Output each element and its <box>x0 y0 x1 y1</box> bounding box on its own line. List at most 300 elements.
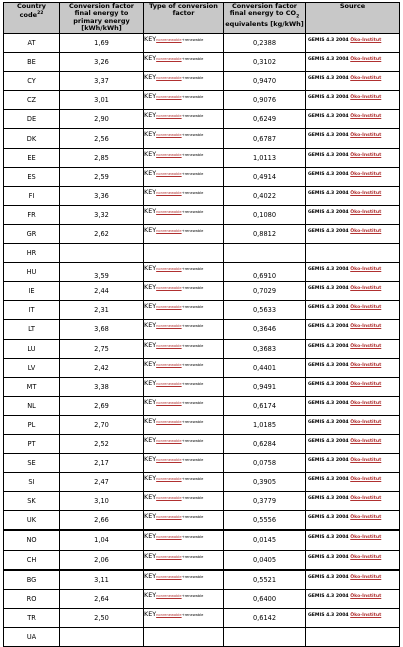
key-label: KEY <box>144 551 157 560</box>
source-label: GEMIS 4.3 2004 Öko-Institut <box>308 477 382 483</box>
conversion-type-cell <box>144 415 224 434</box>
key-label: KEY <box>144 340 157 349</box>
co2-factor-cell: 0,6142 <box>224 608 306 627</box>
source-institute-link[interactable]: Öko-Institut <box>350 171 382 177</box>
conversion-type-cell <box>144 511 224 531</box>
source-institute-link[interactable]: Öko-Institut <box>350 152 382 158</box>
key-label: KEY <box>144 149 157 158</box>
key-label: KEY <box>144 609 157 618</box>
table-row <box>4 570 400 590</box>
country-code-cell: DE <box>4 110 60 129</box>
source-label: GEMIS 4.3 2004 Öko-Institut <box>308 496 382 502</box>
primary-energy-factor-cell <box>60 244 144 263</box>
source-cell <box>306 511 400 531</box>
conversion-type-cell <box>144 301 224 320</box>
conversion-type-cell <box>144 550 224 570</box>
source-institute-link[interactable]: Öko-Institut <box>350 95 382 101</box>
source-label: GEMIS 4.3 2004 Öko-Institut <box>308 593 382 599</box>
source-institute-link[interactable]: Öko-Institut <box>350 133 382 139</box>
key-label: KEY <box>144 571 157 580</box>
co2-factor-cell: 1,0185 <box>224 415 306 434</box>
primary-energy-factor-cell: 1,69 <box>60 34 144 53</box>
country-code-cell: PT <box>4 434 60 453</box>
co2-factor-cell: 0,3779 <box>224 492 306 511</box>
table-row <box>4 550 400 570</box>
co2-factor-cell: 0,8812 <box>224 224 306 243</box>
key-label: KEY <box>144 130 157 139</box>
country-code-cell: ES <box>4 167 60 186</box>
source-institute-link[interactable]: Öko-Institut <box>350 190 382 196</box>
source-label: GEMIS 4.3 2004 Öko-Institut <box>308 38 382 43</box>
conversion-type-cell <box>144 205 224 224</box>
conversion-type-cell <box>144 434 224 453</box>
header-type: Type of conversion factor <box>144 3 224 34</box>
source-label: GEMIS 4.3 2004 Öko-Institut <box>308 228 382 234</box>
table-row <box>4 129 400 148</box>
source-institute-link[interactable]: Öko-Institut <box>350 400 382 406</box>
conversion-type-cell <box>144 339 224 358</box>
key-label: KEY <box>144 321 157 330</box>
country-code-cell: FI <box>4 186 60 205</box>
conversion-type-cell <box>144 34 224 53</box>
co2-factor-cell: 0,9470 <box>224 72 306 91</box>
co2-factor-cell <box>224 244 306 263</box>
primary-energy-factor-cell: 3,11 <box>60 570 144 590</box>
source-label: GEMIS 4.3 2004 Öko-Institut <box>308 400 382 406</box>
country-code-cell: AT <box>4 34 60 53</box>
conversion-type-cell <box>144 167 224 186</box>
co2-factor-cell: 0,0758 <box>224 454 306 473</box>
key-subscript: nonrenewable+renewable <box>156 171 204 176</box>
table-row <box>4 377 400 396</box>
country-code-cell: IE <box>4 282 60 301</box>
primary-energy-factor-cell: 2,62 <box>60 224 144 243</box>
primary-energy-factor-cell: 3,32 <box>60 205 144 224</box>
source-institute-link[interactable]: Öko-Institut <box>350 381 382 387</box>
table-body <box>4 34 400 647</box>
key-subscript: nonrenewable+renewable <box>156 438 204 443</box>
co2-factor-cell: 0,3905 <box>224 473 306 492</box>
source-cell <box>306 244 400 263</box>
primary-energy-factor-cell: 2,70 <box>60 415 144 434</box>
co2-factor-cell: 0,6400 <box>224 589 306 608</box>
header-co2: Conversion factor final energy to $CO_2$ equivalents [kg/kWh] <box>224 3 306 34</box>
source-label: GEMIS 4.3 2004 Öko-Institut <box>308 171 382 177</box>
table-row <box>4 282 400 301</box>
source-cell <box>306 550 400 570</box>
source-label: GEMIS 4.3 2004 Öko-Institut <box>308 305 382 311</box>
source-label: GEMIS 4.3 2004 Öko-Institut <box>308 362 382 368</box>
key-subscript: nonrenewable+renewable <box>156 362 204 367</box>
source-label: GEMIS 4.3 2004 Öko-Institut <box>308 190 382 196</box>
primary-energy-factor-cell: 2,75 <box>60 339 144 358</box>
conversion-type-cell <box>144 129 224 148</box>
co2-factor-cell: 0,5521 <box>224 570 306 590</box>
country-code-cell: IT <box>4 301 60 320</box>
co2-factor-cell: 0,4401 <box>224 358 306 377</box>
key-subscript: nonrenewable+renewable <box>156 305 204 310</box>
source-cell <box>306 492 400 511</box>
conversion-type-cell <box>144 282 224 301</box>
conversion-type-cell <box>144 53 224 72</box>
primary-energy-factor-cell: 2,17 <box>60 454 144 473</box>
co2-factor-cell: 0,4914 <box>224 167 306 186</box>
conversion-type-cell <box>144 224 224 243</box>
primary-energy-factor-cell: 2,52 <box>60 434 144 453</box>
table-row <box>4 530 400 550</box>
key-subscript: nonrenewable+renewable <box>156 267 204 272</box>
key-label: KEY <box>144 397 157 406</box>
country-code-cell: PL <box>4 415 60 434</box>
source-institute-link[interactable]: Öko-Institut <box>350 574 382 580</box>
key-subscript: nonrenewable+renewable <box>156 324 204 329</box>
country-code-cell: UA <box>4 627 60 646</box>
co2-factor-cell: 0,6910 <box>224 263 306 282</box>
source-institute-link[interactable]: Öko-Institut <box>350 343 382 349</box>
co2-factor-cell <box>224 627 306 646</box>
country-code-cell: SE <box>4 454 60 473</box>
key-subscript: nonrenewable+renewable <box>156 535 204 540</box>
table-row <box>4 627 400 646</box>
primary-energy-factor-cell: 2,47 <box>60 473 144 492</box>
key-subscript: nonrenewable+renewable <box>156 190 204 195</box>
source-cell <box>306 396 400 415</box>
table-row <box>4 186 400 205</box>
source-cell <box>306 301 400 320</box>
key-subscript: nonrenewable+renewable <box>156 515 204 520</box>
conversion-type-cell <box>144 530 224 550</box>
key-subscript: nonrenewable+renewable <box>156 477 204 482</box>
table-row <box>4 434 400 453</box>
source-label: GEMIS 4.3 2004 Öko-Institut <box>308 133 382 139</box>
key-subscript: nonrenewable+renewable <box>156 209 204 214</box>
source-institute-link[interactable]: Öko-Institut <box>350 209 382 215</box>
key-subscript: nonrenewable+renewable <box>156 228 204 233</box>
key-subscript: nonrenewable+renewable <box>156 400 204 405</box>
co2-factor-cell: 0,0145 <box>224 530 306 550</box>
source-label: GEMIS 4.3 2004 Öko-Institut <box>308 535 382 541</box>
key-label: KEY <box>144 54 157 63</box>
source-label: GEMIS 4.3 2004 Öko-Institut <box>308 286 382 292</box>
source-label: GEMIS 4.3 2004 Öko-Institut <box>308 419 382 425</box>
conversion-type-cell <box>144 186 224 205</box>
source-institute-link[interactable]: Öko-Institut <box>350 267 382 273</box>
country-code-cell: HR <box>4 244 60 263</box>
country-code-cell: SI <box>4 473 60 492</box>
table-row <box>4 53 400 72</box>
source-label: GEMIS 4.3 2004 Öko-Institut <box>308 209 382 215</box>
key-subscript: nonrenewable+renewable <box>156 381 204 386</box>
key-label: KEY <box>144 302 157 311</box>
table-row <box>4 148 400 167</box>
source-institute-link[interactable]: Öko-Institut <box>350 362 382 368</box>
key-subscript: nonrenewable+renewable <box>156 496 204 501</box>
key-label: KEY <box>144 512 157 521</box>
key-label: KEY <box>144 111 157 120</box>
table-row <box>4 244 400 263</box>
table-row <box>4 608 400 627</box>
primary-energy-factor-cell: 3,59 <box>60 263 144 282</box>
primary-energy-factor-cell: 2,06 <box>60 550 144 570</box>
primary-energy-factor-cell: 3,68 <box>60 320 144 339</box>
primary-energy-factor-cell: 2,31 <box>60 301 144 320</box>
source-institute-link[interactable]: Öko-Institut <box>350 76 382 82</box>
source-cell <box>306 570 400 590</box>
key-label: KEY <box>144 187 157 196</box>
conversion-type-cell <box>144 72 224 91</box>
key-subscript: nonrenewable+renewable <box>156 38 204 42</box>
source-cell <box>306 627 400 646</box>
source-cell <box>306 415 400 434</box>
key-subscript: nonrenewable+renewable <box>156 343 204 348</box>
country-code-cell: RO <box>4 589 60 608</box>
primary-energy-factor-cell: 2,69 <box>60 396 144 415</box>
table-row <box>4 224 400 243</box>
country-code-cell: NL <box>4 396 60 415</box>
key-subscript: nonrenewable+renewable <box>156 458 204 463</box>
country-code-cell: FR <box>4 205 60 224</box>
primary-energy-factor-cell: 2,90 <box>60 110 144 129</box>
source-cell <box>306 53 400 72</box>
key-subscript: nonrenewable+renewable <box>156 114 204 119</box>
source-cell <box>306 110 400 129</box>
key-label: KEY <box>144 283 157 292</box>
key-subscript: nonrenewable+renewable <box>156 554 204 559</box>
table-row <box>4 263 400 282</box>
source-label: GEMIS 4.3 2004 Öko-Institut <box>308 95 382 101</box>
country-code-cell: LT <box>4 320 60 339</box>
co2-factor-cell: 0,6284 <box>224 434 306 453</box>
table-row <box>4 358 400 377</box>
key-subscript: nonrenewable+renewable <box>156 574 204 579</box>
source-institute-link[interactable]: Öko-Institut <box>350 458 382 464</box>
key-label: KEY <box>144 35 157 43</box>
co2-factor-cell: 0,3102 <box>224 53 306 72</box>
primary-energy-factor-cell: 2,59 <box>60 167 144 186</box>
source-label: GEMIS 4.3 2004 Öko-Institut <box>308 324 382 330</box>
source-cell <box>306 358 400 377</box>
primary-energy-factor-cell: 2,50 <box>60 608 144 627</box>
primary-energy-factor-cell: 2,56 <box>60 129 144 148</box>
source-cell <box>306 530 400 550</box>
primary-energy-factor-cell: 3,26 <box>60 53 144 72</box>
co2-factor-cell: 0,6787 <box>224 129 306 148</box>
header-row <box>4 3 400 34</box>
country-code-cell: EE <box>4 148 60 167</box>
country-code-cell: MT <box>4 377 60 396</box>
primary-energy-factor-cell: 3,38 <box>60 377 144 396</box>
co2-factor-cell: 0,7029 <box>224 282 306 301</box>
header-source: Source <box>306 3 400 34</box>
country-code-cell: SK <box>4 492 60 511</box>
key-label: KEY <box>144 493 157 502</box>
conversion-type-cell <box>144 358 224 377</box>
source-cell <box>306 205 400 224</box>
conversion-type-cell <box>144 608 224 627</box>
key-label: KEY <box>144 206 157 215</box>
source-cell <box>306 34 400 53</box>
country-code-cell: BE <box>4 53 60 72</box>
table-row <box>4 301 400 320</box>
source-cell <box>306 473 400 492</box>
key-label: KEY <box>144 359 157 368</box>
source-institute-link[interactable]: Öko-Institut <box>350 593 382 599</box>
source-cell <box>306 608 400 627</box>
source-institute-link[interactable]: Öko-Institut <box>350 535 382 541</box>
source-institute-link[interactable]: Öko-Institut <box>350 324 382 330</box>
country-code-cell: CH <box>4 550 60 570</box>
source-institute-link[interactable]: Öko-Institut <box>350 477 382 483</box>
key-label: KEY <box>144 590 157 599</box>
primary-energy-factor-cell: 2,64 <box>60 589 144 608</box>
key-subscript: nonrenewable+renewable <box>156 57 204 62</box>
conversion-type-cell <box>144 320 224 339</box>
conversion-type-cell <box>144 492 224 511</box>
source-cell <box>306 454 400 473</box>
key-label: KEY <box>144 455 157 464</box>
primary-energy-factor-cell: 3,10 <box>60 492 144 511</box>
source-cell <box>306 148 400 167</box>
key-subscript: nonrenewable+renewable <box>156 419 204 424</box>
key-label: KEY <box>144 378 157 387</box>
key-subscript: nonrenewable+renewable <box>156 95 204 100</box>
source-cell <box>306 91 400 110</box>
source-institute-link[interactable]: Öko-Institut <box>350 419 382 425</box>
primary-energy-factor-cell: 2,44 <box>60 282 144 301</box>
source-institute-link[interactable]: Öko-Institut <box>350 305 382 311</box>
key-label: KEY <box>144 474 157 483</box>
source-label: GEMIS 4.3 2004 Öko-Institut <box>308 381 382 387</box>
country-code-cell: TR <box>4 608 60 627</box>
co2-factor-cell: 0,1080 <box>224 205 306 224</box>
source-institute-link[interactable]: Öko-Institut <box>350 515 382 521</box>
source-cell <box>306 320 400 339</box>
source-cell <box>306 263 400 282</box>
table-row <box>4 110 400 129</box>
key-subscript: nonrenewable+renewable <box>156 612 204 617</box>
country-code-cell: BG <box>4 570 60 590</box>
source-institute-link[interactable]: Öko-Institut <box>350 57 382 63</box>
source-label: GEMIS 4.3 2004 Öko-Institut <box>308 554 382 560</box>
co2-factor-cell: 0,6249 <box>224 110 306 129</box>
source-cell <box>306 224 400 243</box>
table-row <box>4 492 400 511</box>
key-subscript: nonrenewable+renewable <box>156 76 204 81</box>
country-code-cell: LV <box>4 358 60 377</box>
source-cell <box>306 434 400 453</box>
table-row <box>4 415 400 434</box>
source-cell <box>306 72 400 91</box>
conversion-type-cell <box>144 263 224 282</box>
table-row <box>4 167 400 186</box>
country-code-cell: DK <box>4 129 60 148</box>
source-label: GEMIS 4.3 2004 Öko-Institut <box>308 574 382 580</box>
co2-factor-cell: 0,2388 <box>224 34 306 53</box>
key-subscript: nonrenewable+renewable <box>156 133 204 138</box>
table-row <box>4 339 400 358</box>
co2-factor-cell: 0,3683 <box>224 339 306 358</box>
key-subscript: nonrenewable+renewable <box>156 593 204 598</box>
key-label: KEY <box>144 92 157 101</box>
country-code-cell: LU <box>4 339 60 358</box>
co2-factor-cell: 0,9076 <box>224 91 306 110</box>
source-label: GEMIS 4.3 2004 Öko-Institut <box>308 114 382 120</box>
source-cell <box>306 339 400 358</box>
source-institute-link[interactable]: Öko-Institut <box>350 228 382 234</box>
key-subscript: nonrenewable+renewable <box>156 286 204 291</box>
co2-factor-cell: 0,4022 <box>224 186 306 205</box>
conversion-type-cell <box>144 627 224 646</box>
primary-energy-factor-cell: 2,85 <box>60 148 144 167</box>
key-subscript: nonrenewable+renewable <box>156 152 204 157</box>
source-label: GEMIS 4.3 2004 Öko-Institut <box>308 267 382 273</box>
source-institute-link[interactable]: Öko-Institut <box>350 554 382 560</box>
country-code-cell: UK <box>4 511 60 531</box>
co2-factor-cell: 0,5556 <box>224 511 306 531</box>
co2-factor-cell: 0,5633 <box>224 301 306 320</box>
source-label: GEMIS 4.3 2004 Öko-Institut <box>308 76 382 82</box>
source-institute-link[interactable]: Öko-Institut <box>350 438 382 444</box>
key-label: KEY <box>144 532 157 541</box>
source-institute-link[interactable]: Öko-Institut <box>350 496 382 502</box>
source-label: GEMIS 4.3 2004 Öko-Institut <box>308 438 382 444</box>
primary-energy-factor-cell: 2,42 <box>60 358 144 377</box>
key-label: KEY <box>144 73 157 82</box>
header-factor: Conversion factor final energy to primary energy [kWh/kWh] <box>60 3 144 34</box>
source-cell <box>306 129 400 148</box>
source-label: GEMIS 4.3 2004 Öko-Institut <box>308 458 382 464</box>
table-row <box>4 320 400 339</box>
source-institute-link[interactable]: Öko-Institut <box>350 612 382 618</box>
source-label: GEMIS 4.3 2004 Öko-Institut <box>308 612 382 618</box>
conversion-type-cell <box>144 570 224 590</box>
source-institute-link[interactable]: Öko-Institut <box>350 38 382 43</box>
conversion-factor-table <box>3 2 400 647</box>
source-institute-link[interactable]: Öko-Institut <box>350 286 382 292</box>
co2-factor-cell: 1,0113 <box>224 148 306 167</box>
co2-factor-cell: 0,6174 <box>224 396 306 415</box>
conversion-type-cell <box>144 473 224 492</box>
key-label: KEY <box>144 168 157 177</box>
conversion-type-cell <box>144 396 224 415</box>
primary-energy-factor-cell: 3,36 <box>60 186 144 205</box>
conversion-type-cell <box>144 110 224 129</box>
source-cell <box>306 377 400 396</box>
conversion-type-cell <box>144 148 224 167</box>
table-row <box>4 473 400 492</box>
conversion-type-cell <box>144 244 224 263</box>
source-institute-link[interactable]: Öko-Institut <box>350 114 382 120</box>
co2-factor-cell: 0,9491 <box>224 377 306 396</box>
primary-energy-factor-cell: 3,37 <box>60 72 144 91</box>
primary-energy-factor-cell: 1,04 <box>60 530 144 550</box>
source-cell <box>306 167 400 186</box>
country-code-cell: CZ <box>4 91 60 110</box>
source-label: GEMIS 4.3 2004 Öko-Institut <box>308 343 382 349</box>
conversion-type-cell <box>144 454 224 473</box>
key-label: KEY <box>144 416 157 425</box>
country-code-cell: CY <box>4 72 60 91</box>
table-row <box>4 454 400 473</box>
table-row <box>4 205 400 224</box>
source-cell <box>306 282 400 301</box>
table-row <box>4 511 400 531</box>
key-label: KEY <box>144 435 157 444</box>
source-label: GEMIS 4.3 2004 Öko-Institut <box>308 515 382 521</box>
table-row <box>4 34 400 53</box>
table-row <box>4 91 400 110</box>
table-row <box>4 72 400 91</box>
